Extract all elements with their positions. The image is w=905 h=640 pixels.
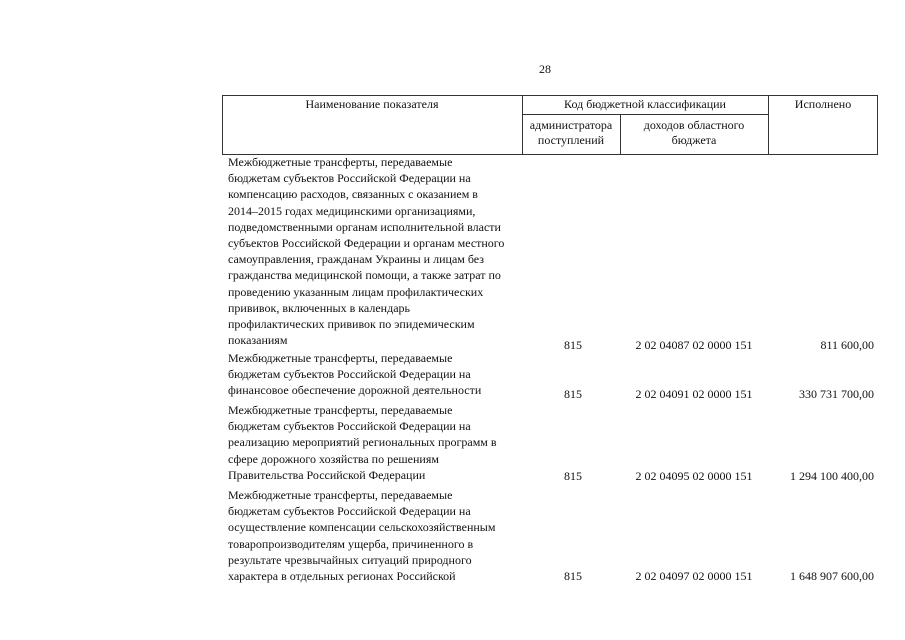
header-code-group: Код бюджетной классификации	[564, 97, 726, 111]
row-amount: 1 648 907 600,00	[790, 569, 874, 583]
header-name: Наименование показателя	[305, 97, 439, 111]
header-top-border	[222, 95, 878, 96]
row-income-code: 2 02 04095 02 0000 151	[635, 469, 753, 483]
row-name: Межбюджетные трансферты, передаваемые бюджетам субъектов Российской Федерации на финансовое обеспечение дорожной деятельности	[228, 351, 482, 398]
row-amount: 330 731 700,00	[799, 387, 874, 401]
header-admin: администратора поступлений	[529, 118, 613, 147]
row-income-code: 2 02 04091 02 0000 151	[635, 387, 753, 401]
row-income-code: 2 02 04097 02 0000 151	[635, 569, 753, 583]
row-admin-code: 815	[564, 338, 582, 352]
row-income-code: 2 02 04087 02 0000 151	[635, 338, 753, 352]
header-income: доходов областного бюджета	[643, 118, 745, 147]
header-executed: Исполнено	[794, 97, 852, 111]
table-header	[222, 95, 878, 155]
row-name: Межбюджетные трансферты, передаваемые бюджетам субъектов Российской Федерации на компенсацию расходов, связанных с оказанием в 2014–2015 годах медицинскими организациями, подведомственными органам исполнительной власти субъектов Российской Федерации и органам местного самоуправления, гражданам Украины и лицам без гражданства медицинской помощи, а также затрат по проведению указанным лицам профилактических прививок, включенных в календарь профилактических прививок по эпидемическим показаниям	[228, 155, 505, 348]
row-admin-code: 815	[564, 569, 582, 583]
row-name: Межбюджетные трансферты, передаваемые бюджетам субъектов Российской Федерации на осуществление компенсации сельскохозяйственным товаропроизводителям ущерба, причиненного в результате чрезвычайных ситуаций природного характера в отдельных регионах Российской	[228, 488, 496, 584]
row-admin-code: 815	[564, 469, 582, 483]
page-number: 28	[539, 62, 551, 76]
row-amount: 811 600,00	[820, 338, 874, 352]
code-subheader-divider	[522, 114, 768, 115]
row-name: Межбюджетные трансферты, передаваемые бюджетам субъектов Российской Федерации на реализацию мероприятий региональных программ в сфере дорожного хозяйства по решениям Правительства Российской Федерации	[228, 403, 497, 482]
row-amount: 1 294 100 400,00	[790, 469, 874, 483]
row-admin-code: 815	[564, 387, 582, 401]
